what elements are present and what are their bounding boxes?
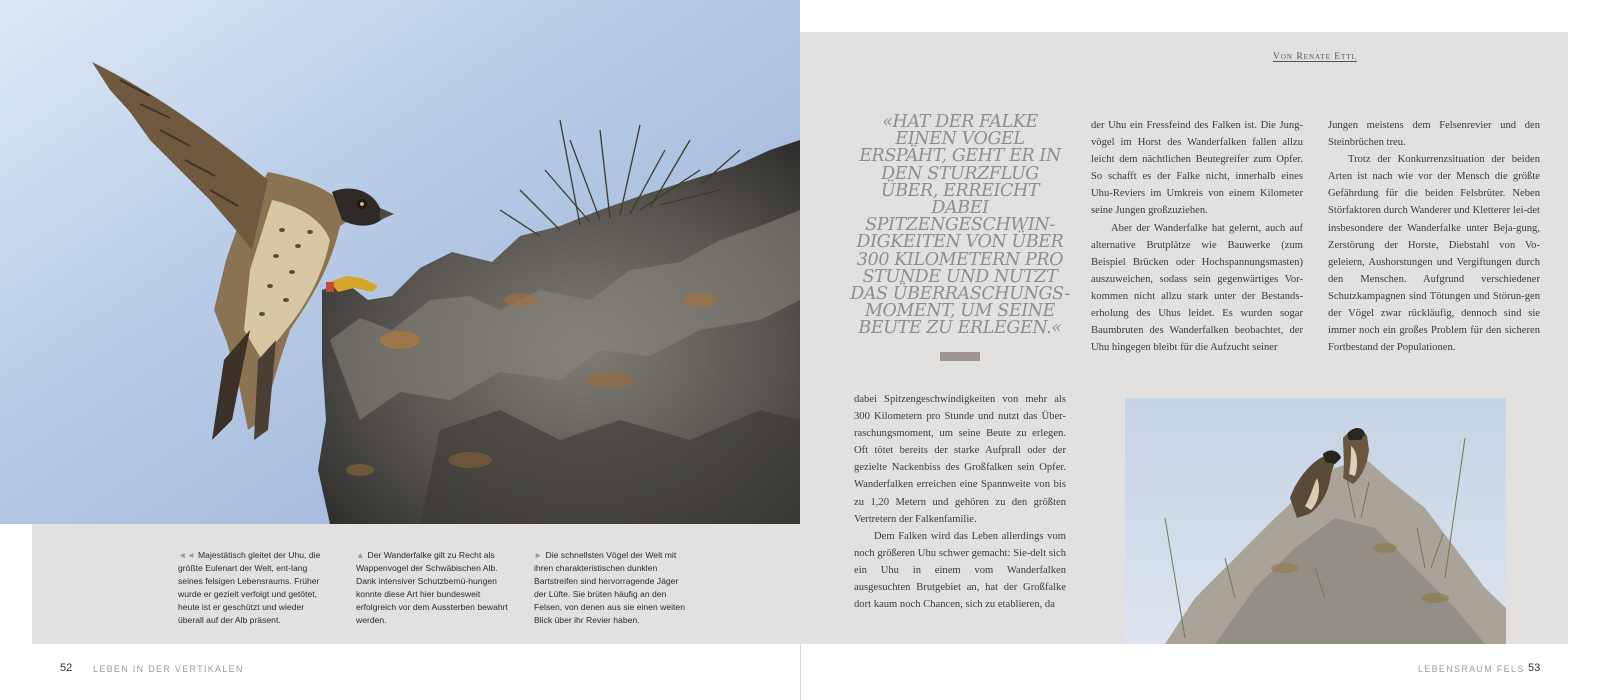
page-gutter — [800, 644, 801, 700]
caption-text: Majestätisch gleitet der Uhu, die größte Eulenart der Welt, ent-lang seines felsigen Lebensraums. Früher wurde er gezielt verfolgt und getötet, heute ist er geschützt und wieder überall auf der Alb präsent. — [178, 550, 321, 625]
paragraph: Dem Falken wird das Leben allerdings vom noch größeren Uhu schwer gemacht: Sie-delt sich ein Uhu in einem vom Wanderfalken ausgesuchten Brutgebiet an, hat der Großfalke dort kaum noch Chancen, sich zu etablieren, da — [854, 530, 1066, 611]
quote-divider — [940, 352, 980, 361]
paragraph: Jungen meistens dem Felsenrevier und den Steinbrüchen treu. — [1328, 120, 1540, 149]
paragraph: dabei Spitzengeschwindigkeiten von mehr als 300 Kilometern pro Stunde und nutzt das Über-raschungsmoment, um seine Beute zu erlegen. Oft tötet bereits der starke Aufprall oder der gezielte Nackenbiss des Großfalken sein Opfer. Wanderfalken erreichen eine Spannweite von bis zu 1,20 Metern und gehören zu den größten Vertretern der Falkenfamilie. — [854, 394, 1066, 525]
caption-text: Der Wanderfalke gilt zu Recht als Wappenvogel der Schwäbischen Alb. Dank intensiver Schutzbemü-hungen konnte diese Art hier bundesweit erfolgreich vor dem Aussterben bewahrt werden. — [356, 550, 508, 625]
arrow-right-icon: ► — [534, 550, 543, 560]
running-title-left: LEBEN IN DER VERTIKALEN — [93, 664, 244, 674]
body-column-3 — [854, 391, 1066, 613]
paragraph: Trotz der Konkurrenzsituation der beiden Arten ist nach wie vor der Mensch die größte Gefährdung für die beiden Felsbrüter. Neben Störfaktoren durch Wanderer und Kletterer lei-det insbesondere der Wanderfalke unter Beja-gung, Zerstörung der Horste, Diebstahl von Vo-geleiern, Aushorstungen und Vergiftungen durch den Menschen. Aufgrund verschiedener Schutzkampagnen sind Tötungen und Störun-gen der Vögel zwar rückläufig, dennoch sind sie immer noch ein großes Problem für den sicheren Fortbestand der Populationen. — [1328, 154, 1540, 354]
running-title-right: LEBENSRAUM FELS — [1418, 664, 1525, 674]
falcon-landing-photo — [0, 0, 800, 524]
body-column-2 — [1328, 117, 1540, 356]
page-number-left: 52 — [60, 662, 73, 674]
body-column-1 — [1091, 117, 1303, 356]
paragraph: der Uhu ein Fressfeind des Falken ist. Die Jung-vögel im Horst des Wanderfalken fallen allzu leicht dem nächtlichen Beutegreifer zum Opfer. So schafft es der Falke nicht, innerhalb eines Uhu-Reviers im Umkreis von einem Kilometer seine Jungen großzuziehen. — [1091, 120, 1303, 217]
falcon-pair-photo — [1125, 398, 1506, 644]
author-byline: Von Renate Ettl — [1273, 52, 1357, 62]
paragraph: Aber der Wanderfalke hat gelernt, auch auf alternative Brutplätze wie Bauwerke (zum Beispiel Brücken oder Hochspannungsmasten) auszuweichen, sodass sein gegenwärtiges Vor-kommen nicht allzu stark unter der Bestands-erholung des Uhus leidet. Es wurden sogar Baumbruten des Wanderfalken beobachtet, der Uhu hingegen bleibt für die Aufzucht seiner — [1091, 222, 1303, 354]
caption-schnellste-voegel — [534, 549, 686, 627]
caption-text: Die schnellsten Vögel der Welt mit ihren charakteristischen dunklen Bartstreifen sind hervorragende Jäger der Lüfte. Sie brüten häufig an den Felsen, von denen aus sie einen weiten Blick über ihr Revier haben. — [534, 550, 685, 625]
pull-quote: «HAT DER FALKE EINEN VOGEL ERSPÄHT, GEHT ER IN DEN STURZFLUG ÜBER, ERREICHT DABEI SPITZENGESCHWIN-DIGKEITEN VON ÜBER 300 KILOMETERN PRO STUNDE UND NUTZT DAS ÜBERRASCHUNGS-MOMENT, UM SEINE BEUTE ZU ERLEGEN.« — [850, 112, 1070, 339]
double-arrow-left-icon: ◄◄ — [178, 550, 196, 560]
page-number-right: 53 — [1528, 662, 1541, 674]
caption-wanderfalke — [356, 549, 508, 627]
arrow-up-icon: ▲ — [356, 550, 365, 560]
caption-uhu — [178, 549, 330, 627]
